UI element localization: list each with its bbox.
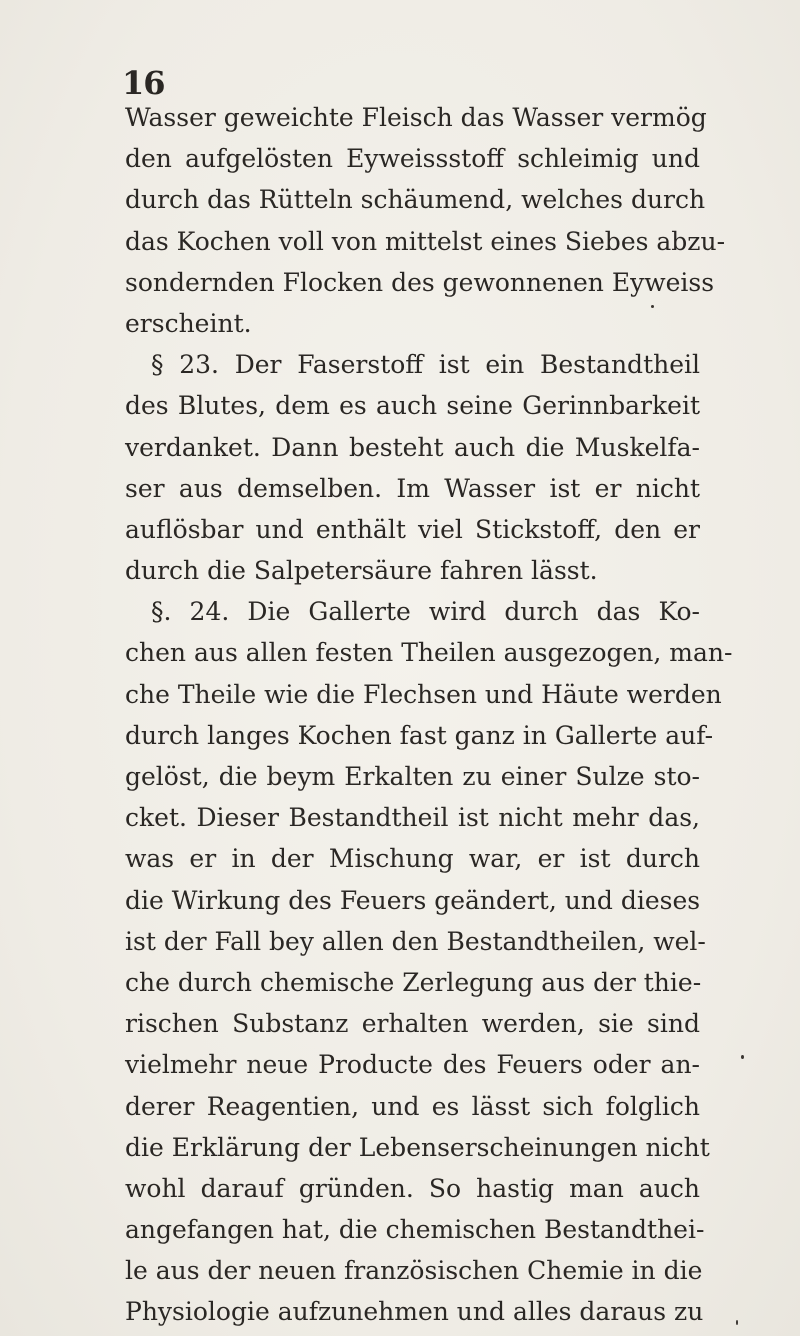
body-text (125, 97, 733, 1333)
text-line: Wasser geweichte Fleisch das Wasser vermög (125, 103, 707, 132)
text-line: verdanket. Dann besteht auch die Muskelfa- (125, 432, 700, 462)
text-line: durch langes Kochen fast ganz in Gallerte auf- (125, 720, 714, 750)
text-line: chen aus allen festen Theilen ausgezogen, man- (125, 638, 733, 668)
text-line: ist der Fall bey allen den Bestandtheilen, wel- (125, 926, 706, 956)
text-line: vielmehr neue Producte des Feuers oder an- (125, 1050, 700, 1080)
text-line: derer Reagentien, und es lässt sich folglich (125, 1091, 700, 1121)
text-line: auflösbar und enthält viel Stickstoff, den er (125, 514, 700, 544)
text-line: gelöst, die beym Erkalten zu einer Sulze sto- (125, 762, 700, 791)
text-line: ser aus demselben. Im Wasser ist er nicht (125, 473, 700, 503)
text-line: die Erklärung der Lebenserscheinungen nicht (125, 1132, 710, 1162)
text-line: le aus der neuen französischen Chemie in die (125, 1256, 703, 1286)
text-line: rischen Substanz erhalten werden, sie sind (125, 1009, 700, 1039)
text-line: Physiologie aufzunehmen und alles daraus zu (125, 1297, 704, 1327)
page-number: 16 (122, 64, 165, 102)
text-line: angefangen hat, die chemischen Bestandthei- (125, 1215, 705, 1245)
paper-speck (741, 1055, 744, 1059)
text-line: cket. Dieser Bestandtheil ist nicht mehr das, (125, 803, 700, 833)
section-23-heading-line: § 23. Der Faserstoff ist ein Bestandtheil (151, 350, 700, 380)
text-line: des Blutes, dem es auch seine Gerinnbarkeit (125, 391, 700, 421)
paper-speck (651, 305, 654, 308)
section-24-heading-line: §. 24. Die Gallerte wird durch das Ko- (151, 597, 700, 627)
text-line: che durch chemische Zerlegung aus der thie- (125, 967, 702, 997)
text-line: das Kochen voll von mittelst eines Siebes abzu- (125, 226, 726, 256)
text-line: was er in der Mischung war, er ist durch (125, 844, 700, 874)
text-line: durch das Rütteln schäumend, welches durch (125, 185, 706, 215)
text-line: die Wirkung des Feuers geändert, und dieses (125, 885, 701, 915)
paper-speck (736, 1320, 738, 1325)
text-line: durch die Salpetersäure fahren lässt. (125, 556, 598, 586)
text-line: che Theile wie die Flechsen und Häute werden (125, 679, 722, 709)
text-line: wohl darauf gründen. So hastig man auch (125, 1173, 700, 1203)
text-line: sondernden Flocken des gewonnenen Eyweiss (125, 267, 715, 297)
text-line: erscheint. (125, 308, 252, 338)
text-line: den aufgelösten Eyweissstoff schleimig und (125, 144, 700, 174)
